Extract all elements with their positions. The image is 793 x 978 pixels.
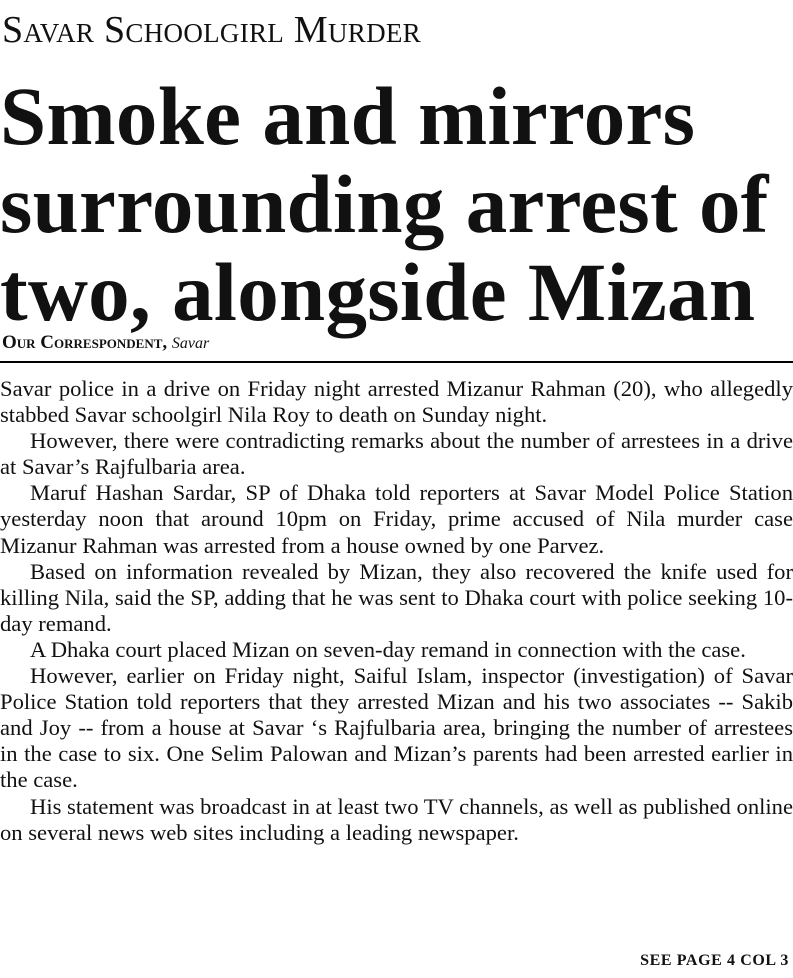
article-headline (0, 72, 793, 336)
body-paragraph: Based on information revealed by Mizan, they also recovered the knife used for killing Nila, said the SP, adding that he was sent to Dhaka court with police seeking 10-day remand. (0, 558, 793, 636)
byline-author: Our Correspondent, (2, 332, 168, 353)
body-paragraph: However, there were contradicting remarks about the number of arrestees in a drive at Savar’s Rajfulbaria area. (0, 428, 793, 480)
body-paragraph: Maruf Hashan Sardar, SP of Dhaka told reporters at Savar Model Police Station yesterday noon that around 10pm on Friday, prime accused of Nila murder case Mizanur Rahman was arrested from a house owned by one Parvez. (0, 480, 793, 558)
headline-line: two, alongside Mizan (0, 246, 756, 338)
byline-location: Savar (171, 335, 210, 352)
continuation-jump-line: SEE PAGE 4 COL 3 (640, 952, 789, 969)
body-paragraph: Savar police in a drive on Friday night arrested Mizanur Rahman (20), who allegedly stabbed Savar schoolgirl Nila Roy to death on Sunday night. (0, 376, 793, 428)
body-paragraph: However, earlier on Friday night, Saiful Islam, inspector (investigation) of Savar Police Station told reporters that they arrested Mizan and his two associates -- Sakib and Joy -- from a house at Savar ‘s Rajfulbaria area, bringing the number of arrestees in the case to six. One Selim Palowan and Mizan’s parents had been arrested earlier in the case. (0, 663, 793, 793)
body-paragraph: A Dhaka court placed Mizan on seven-day remand in connection with the case. (30, 636, 746, 662)
headline-line: Smoke and mirrors (0, 70, 696, 162)
byline-divider (0, 361, 793, 363)
article-byline (2, 331, 209, 356)
article-kicker: Savar Schoolgirl Murder (2, 9, 421, 51)
article-body (0, 376, 793, 846)
headline-line: surrounding arrest of (0, 158, 769, 250)
body-paragraph: His statement was broadcast in at least two TV channels, as well as published online on several news web sites including a leading newspaper. (0, 793, 793, 845)
